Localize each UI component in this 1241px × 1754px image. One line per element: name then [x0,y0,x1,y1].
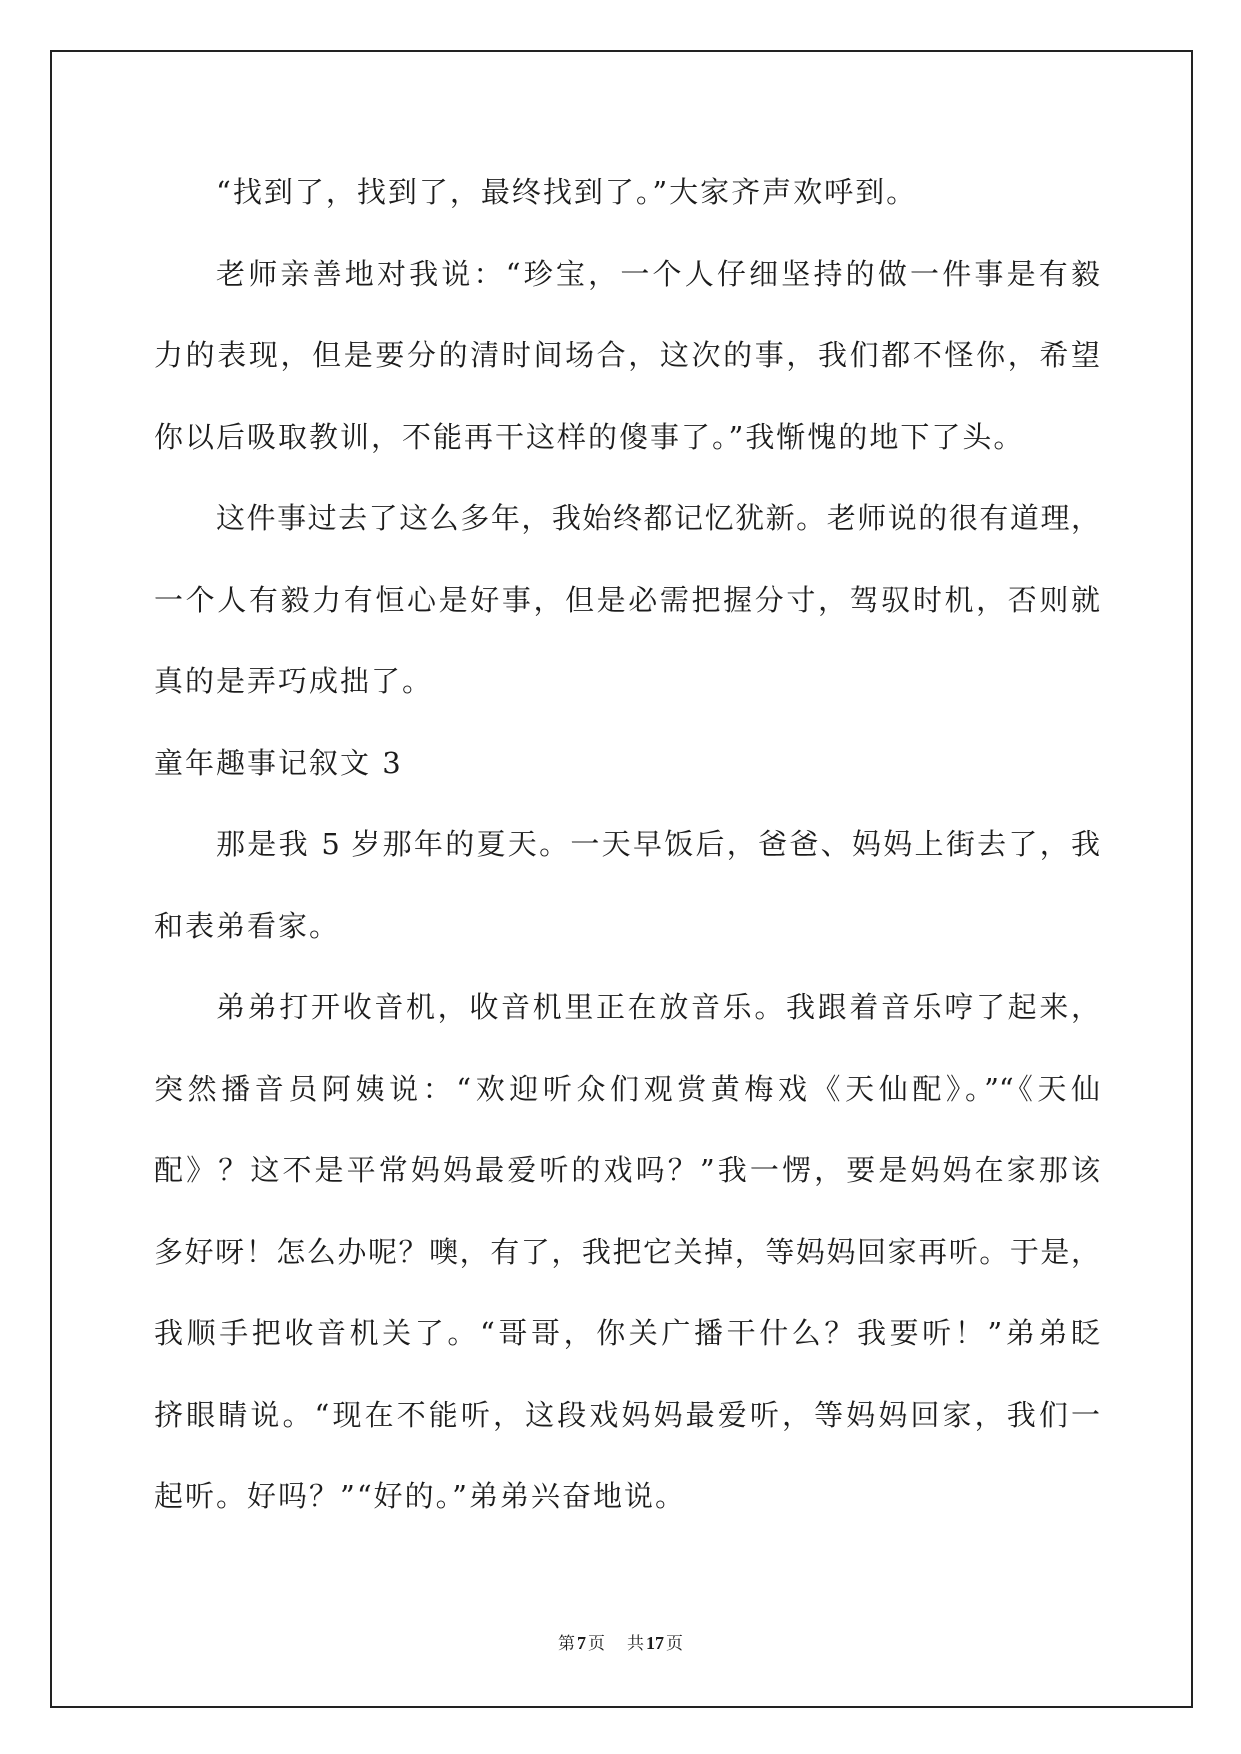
paragraph-line: 突然播音员阿姨说：“欢迎听众们观赏黄梅戏《天仙配》。”“《天仙 [154,1071,1100,1106]
prior-section [154,152,1100,723]
paragraph-line: 配》？这不是平常妈妈最爱听的戏吗？”我一愣，要是妈妈在家那该 [154,1153,1100,1187]
current-page-suffix: 页 [588,1634,605,1654]
total-pages [627,1634,683,1654]
current-page-prefix: 第 [558,1634,575,1654]
page-footer [0,1631,1241,1655]
essay-section [154,723,1100,1538]
paragraph-line: 你以后吸取教训，不能再干这样的傻事了。”我惭愧的地下了头。 [154,419,1025,454]
paragraph-line: 挤眼睛说。“现在不能听，这段戏妈妈最爱听，等妈妈回家，我们一 [154,1397,1100,1432]
section-title: 童年趣事记叙文 3 [154,745,403,780]
paragraph [154,804,1100,967]
paragraph [154,478,1100,723]
total-pages-prefix: 共 [627,1634,644,1654]
paragraph-line: “找到了，找到了，最终找到了。”大家齐声欢呼到。 [216,175,918,209]
paragraph [154,234,1100,479]
paragraph-line: 真的是弄巧成拙了。 [154,664,434,698]
paragraph-line: 那是我 5 岁那年的夏天。一天早饭后，爸爸、妈妈上街去了，我 [216,827,1100,861]
paragraph-line: 力的表现，但是要分的清时间场合，这次的事，我们都不怪你，希望 [154,338,1100,372]
paragraph-line: 起听。好吗？”“好的。”弟弟兴奋地说。 [154,1479,686,1513]
current-page-number: 7 [577,1633,586,1653]
paragraph [154,967,1100,1538]
paragraph-line: 和表弟看家。 [154,908,341,943]
current-page [558,1634,605,1654]
paragraph-line: 弟弟打开收音机，收音机里正在放音乐。我跟着音乐哼了起来， [216,990,1100,1024]
total-pages-number: 17 [646,1633,664,1653]
total-pages-suffix: 页 [666,1634,683,1654]
page-body [154,152,1100,1538]
paragraph-line: 老师亲善地对我说：“珍宝，一个人仔细坚持的做一件事是有毅 [216,256,1100,291]
paragraph-line: 这件事过去了这么多年，我始终都记忆犹新。老师说的很有道理， [216,501,1100,535]
paragraph-line: 多好呀！怎么办呢？噢，有了，我把它关掉，等妈妈回家再听。于是， [154,1234,1100,1269]
paragraph-line: 一个人有毅力有恒心是好事，但是必需把握分寸，驾驭时机，否则就 [154,582,1100,617]
paragraph [154,152,1100,234]
paragraph-line: 我顺手把收音机关了。“哥哥，你关广播干什么？我要听！”弟弟眨 [154,1316,1100,1350]
